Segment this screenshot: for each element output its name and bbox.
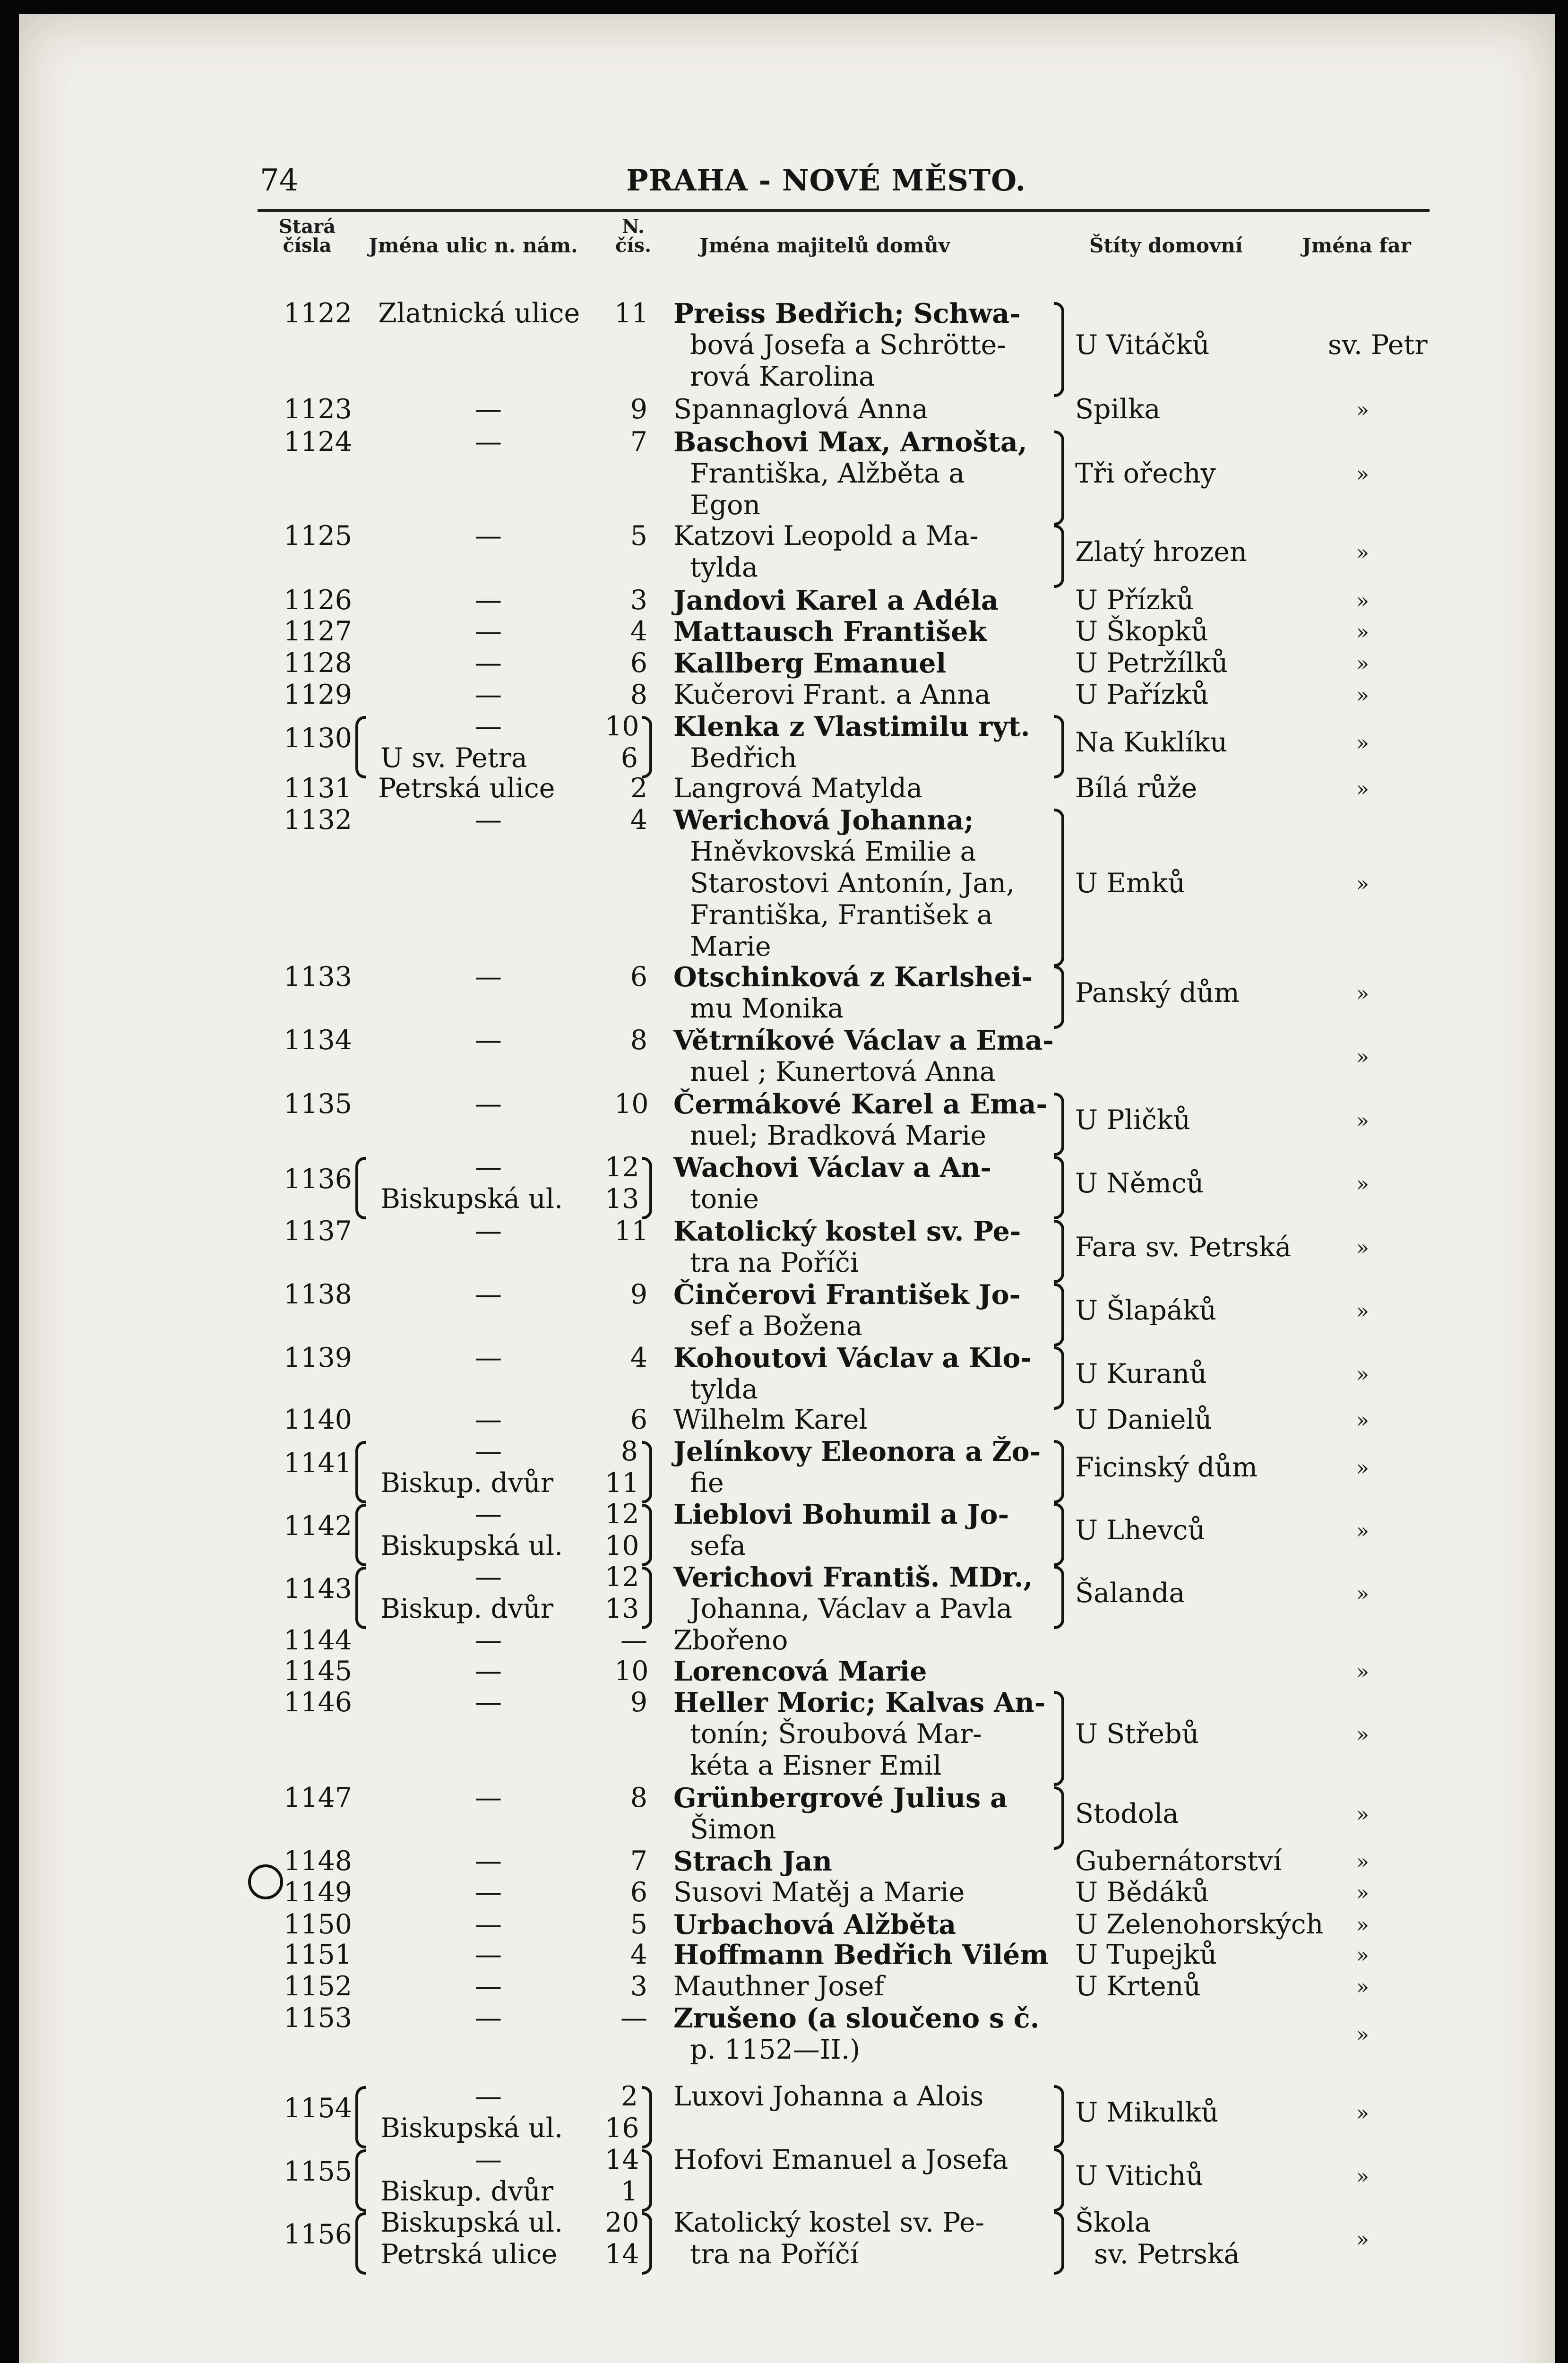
street-name: — (475, 520, 502, 552)
entry-number: 1134 (284, 1025, 353, 1056)
owner-line: Činčerovi František Jo- (673, 1279, 1021, 1311)
parish-name: » (1356, 652, 1369, 676)
parish-name: » (1356, 731, 1369, 755)
house-number: 4 (630, 616, 647, 647)
house-sign: Na Kuklíku (1075, 726, 1228, 758)
parish-name: » (1356, 2227, 1369, 2251)
house-sign: U Střebů (1075, 1718, 1199, 1750)
owner-brace (1054, 2211, 1064, 2275)
street-name: — (475, 647, 502, 679)
house-sign: Stodola (1075, 1798, 1179, 1829)
owner-line: Grünbergrové Julius a (673, 1782, 1008, 1814)
parish-name: » (1356, 589, 1369, 613)
house-sign: Fara sv. Petrská (1075, 1231, 1292, 1263)
house-number: 9 (630, 1279, 647, 1310)
entry-number: 1138 (284, 1279, 353, 1310)
house-number: 6 (630, 1877, 647, 1908)
parish-name: » (1356, 620, 1369, 644)
house-number-2: 6 (620, 742, 638, 774)
owner-line: tylda (690, 1374, 758, 1405)
house-sign: U Lhevců (1075, 1514, 1206, 1546)
street-name-2: Biskupská ul. (380, 1183, 563, 1215)
house-sign: U Mikulků (1075, 2096, 1219, 2128)
owner-line: Lorencová Marie (673, 1656, 927, 1687)
parish-name: » (1356, 1235, 1369, 1260)
parish-name: » (1356, 2164, 1369, 2189)
street-name: — (475, 394, 502, 425)
house-sign: Panský dům (1075, 977, 1240, 1009)
entry-number: 1139 (284, 1342, 353, 1373)
entry-number: 1145 (284, 1656, 353, 1687)
house-number: 8 (630, 1782, 647, 1813)
column-header-streets: Jména ulic n. nám. (369, 234, 578, 257)
owner-line: nuel; Bradková Marie (690, 1120, 987, 1151)
parish-name: » (1356, 1044, 1369, 1069)
entry-number: 1146 (284, 1687, 353, 1718)
house-number-2: 10 (605, 1530, 639, 1561)
owner-brace (1054, 1786, 1064, 1850)
house-number: 8 (630, 679, 647, 710)
number-brace (642, 1504, 652, 1566)
owner-line: Johanna, Václav a Pavla (690, 1593, 1013, 1624)
entry-number: 1140 (284, 1404, 353, 1435)
house-number: — (620, 2002, 647, 2034)
parish-name: » (1356, 1881, 1369, 1905)
house-number: 8 (620, 1436, 638, 1467)
owner-line: tra na Poříči (690, 1247, 859, 1278)
entry-number: 1135 (284, 1088, 353, 1120)
house-number: 4 (630, 1939, 647, 1970)
street-brace (355, 1157, 366, 1219)
house-number-2: 11 (605, 1467, 639, 1499)
house-number: 11 (614, 1216, 649, 1247)
house-number: 6 (630, 1404, 647, 1435)
parish-name: » (1356, 540, 1369, 565)
house-sign: U Přízků (1075, 585, 1194, 616)
entry-number: 1127 (284, 616, 353, 647)
house-sign-2: sv. Petrská (1094, 2239, 1240, 2270)
street-name: — (475, 711, 502, 742)
entry-number: 1123 (284, 394, 353, 425)
street-name-2: Biskup. dvůr (380, 1593, 553, 1624)
house-sign: U Krtenů (1075, 1971, 1201, 2002)
entry-number: 1143 (284, 1573, 353, 1604)
house-number: 7 (630, 426, 647, 457)
house-number: 9 (630, 1687, 647, 1718)
street-name: — (475, 1939, 502, 1970)
owner-brace (1054, 2085, 1064, 2148)
house-number: 7 (630, 1846, 647, 1877)
column-header-parishes: Jména far (1302, 234, 1411, 257)
street-brace (355, 1441, 366, 1503)
header-rule (258, 209, 1430, 212)
house-number: 6 (630, 647, 647, 679)
house-sign: U Němců (1075, 1167, 1204, 1199)
owner-line: Heller Moric; Kalvas An- (673, 1687, 1046, 1718)
house-number: 12 (605, 1499, 639, 1530)
street-name: — (475, 1687, 502, 1718)
entry-number: 1144 (284, 1625, 353, 1656)
entry-number: 1149 (284, 1877, 353, 1908)
number-brace (642, 2149, 652, 2212)
house-number: 2 (630, 773, 647, 804)
house-number: 8 (630, 1025, 647, 1056)
street-name: — (475, 1436, 502, 1467)
parish-name: » (1356, 1299, 1369, 1323)
owner-brace (1054, 1440, 1064, 1503)
owner-line: tonie (690, 1183, 759, 1215)
street-name: — (475, 1216, 502, 1247)
house-number: 9 (630, 394, 647, 425)
owner-brace (1054, 302, 1064, 397)
owner-line: sefa (690, 1530, 746, 1561)
entry-number: 1141 (284, 1448, 353, 1479)
number-brace (642, 1441, 652, 1503)
house-sign: Spilka (1075, 394, 1161, 425)
parish-name: » (1356, 1660, 1369, 1684)
owner-line: Lieblovi Bohumil a Jo- (673, 1499, 1009, 1530)
owner-line: Susovi Matěj a Marie (673, 1877, 965, 1908)
house-number: 3 (630, 1971, 647, 2002)
house-sign: U Kuranů (1075, 1358, 1207, 1389)
street-name: — (475, 1782, 502, 1813)
parish-name: » (1356, 1850, 1369, 1874)
parish-name: » (1356, 1362, 1369, 1387)
owner-line: Hoffmann Bedřich Vilém (673, 1939, 1049, 1971)
entry-number: 1128 (284, 647, 353, 679)
street-brace (355, 2212, 366, 2275)
owner-line: bová Josefa a Schrötte- (690, 329, 1006, 361)
entry-number: 1150 (284, 1909, 353, 1940)
owner-line: sef a Božena (690, 1311, 862, 1342)
scanned-page (19, 14, 1555, 2363)
owner-line: Katolický kostel sv. Pe- (673, 2207, 984, 2238)
entry-number: 1131 (284, 773, 353, 804)
owner-brace (1054, 1566, 1064, 1629)
owner-line: Bedřich (690, 742, 797, 774)
entry-number: 1137 (284, 1216, 353, 1247)
parish-name: » (1356, 1943, 1369, 1967)
entry-number: 1156 (284, 2219, 353, 2250)
house-sign: U Pličků (1075, 1104, 1191, 1136)
owner-line: kéta a Eisner Emil (690, 1750, 942, 1781)
entry-number: 1136 (284, 1164, 353, 1195)
parish-name: » (1356, 777, 1369, 801)
owner-line: tra na Poříčí (690, 2239, 859, 2270)
street-name: — (475, 679, 502, 710)
house-number: — (620, 1625, 647, 1656)
house-number: 11 (614, 298, 649, 329)
house-number: 14 (605, 2144, 639, 2175)
parish-name: » (1356, 1802, 1369, 1827)
owner-line: Klenka z Vlastimilu ryt. (673, 711, 1030, 742)
street-name: — (475, 2144, 502, 2175)
house-sign: U Šlapáků (1075, 1294, 1217, 1326)
house-number: 4 (630, 1342, 647, 1373)
street-name: — (475, 426, 502, 457)
house-sign: U Petržílků (1075, 647, 1228, 679)
owner-brace (1054, 1283, 1064, 1346)
house-sign: U Vitáčků (1075, 329, 1210, 361)
house-number-2: 16 (605, 2113, 639, 2144)
house-sign: U Zelenohorských (1075, 1909, 1324, 1940)
entry-number: 1142 (284, 1510, 353, 1542)
street-brace (355, 2086, 366, 2148)
street-name: — (475, 1656, 502, 1687)
entry-number: 1129 (284, 679, 353, 710)
parish-name: » (1356, 398, 1369, 422)
house-number-2: 13 (605, 1593, 639, 1624)
owner-line: fie (690, 1467, 724, 1499)
owner-line: Otschinková z Karlshei- (673, 961, 1033, 993)
house-sign: U Emků (1075, 868, 1186, 899)
entry-number: 1122 (284, 298, 353, 329)
number-brace (642, 1157, 652, 1219)
owner-brace (1054, 2148, 1064, 2212)
parish-name: » (1356, 1172, 1369, 1196)
owner-brace (1054, 809, 1064, 967)
street-name: — (475, 1404, 502, 1435)
street-name: — (475, 1625, 502, 1656)
owner-brace (1054, 1346, 1064, 1410)
house-sign: U Pařízků (1075, 679, 1209, 710)
owner-line: Luxovi Johanna a Alois (673, 2081, 984, 2112)
house-sign: Šalanda (1075, 1577, 1185, 1609)
owner-line: Kallberg Emanuel (673, 647, 947, 679)
column-header-owners: Jména majitelů domův (699, 234, 950, 257)
street-name: — (475, 2081, 502, 2112)
parish-name: » (1356, 2101, 1369, 2125)
owner-line: tylda (690, 552, 758, 583)
owner-brace (1054, 1093, 1064, 1156)
owner-line: Strach Jan (673, 1846, 832, 1877)
owner-line: Katzovi Leopold a Ma- (673, 520, 979, 552)
owner-line: Baschovi Max, Arnošta, (673, 426, 1027, 458)
column-header-signs: Štíty domovní (1089, 234, 1243, 257)
column-header-house-number: N. čís. (615, 216, 651, 257)
entry-number: 1132 (284, 804, 353, 836)
owner-line: Zrušeno (a sloučeno s č. (673, 2002, 1040, 2034)
street-name: — (475, 961, 502, 992)
owner-brace (1054, 1691, 1064, 1786)
number-brace (642, 716, 652, 778)
house-sign: Gubernátorství (1075, 1846, 1282, 1877)
street-name: — (475, 1152, 502, 1183)
house-sign: U Škopků (1075, 616, 1208, 647)
parish-name: » (1356, 1913, 1369, 1937)
entry-number: 1154 (284, 2093, 353, 2124)
owner-brace (1054, 966, 1064, 1029)
house-sign: U Danielů (1075, 1404, 1212, 1435)
owner-line: Hněvkovská Emilie a (690, 836, 976, 867)
street-name: — (475, 585, 502, 616)
owner-brace (1054, 525, 1064, 588)
owner-line: Langrová Matylda (673, 773, 923, 804)
street-name: — (475, 1909, 502, 1940)
page-title: PRAHA - NOVÉ MĚSTO. (626, 163, 1026, 198)
owner-line: Marie (690, 931, 771, 962)
house-number: 4 (630, 804, 647, 836)
street-name: — (475, 1846, 502, 1877)
parish-name: sv. Petr (1328, 329, 1428, 361)
house-number: 20 (605, 2207, 639, 2238)
entry-number: 1152 (284, 1971, 353, 2002)
house-number-2: 13 (605, 1183, 639, 1215)
owner-line: Verichovi Františ. MDr., (673, 1561, 1033, 1593)
page-number: 74 (260, 163, 299, 198)
entry-number: 1124 (284, 426, 353, 457)
owner-line: Katolický kostel sv. Pe- (673, 1216, 1021, 1247)
owner-line: Urbachová Alžběta (673, 1909, 956, 1940)
entry-number: 1133 (284, 961, 353, 992)
street-brace (355, 2149, 366, 2212)
owner-line: Čermákové Karel a Ema- (673, 1088, 1048, 1120)
owner-line: Mattausch František (673, 616, 987, 647)
street-name: — (475, 2002, 502, 2034)
house-sign: U Tupejků (1075, 1939, 1217, 1970)
owner-line: Starostovi Antonín, Jan, (690, 868, 1015, 899)
entry-number: 1130 (284, 723, 353, 754)
owner-line: nuel ; Kunertová Anna (690, 1056, 996, 1087)
owner-line: Egon (690, 490, 761, 521)
street-brace (355, 1567, 366, 1629)
entry-number: 1125 (284, 520, 353, 552)
street-name: — (475, 1561, 502, 1593)
street-name: Biskupská ul. (380, 2207, 563, 2238)
number-brace (642, 2086, 652, 2148)
street-name-2: Biskupská ul. (380, 2113, 563, 2144)
parish-name: » (1356, 872, 1369, 896)
street-name: — (475, 1025, 502, 1056)
street-name-2: Biskupská ul. (380, 1530, 563, 1561)
house-number: 10 (614, 1088, 649, 1120)
owner-brace (1054, 715, 1064, 778)
parish-name: » (1356, 462, 1369, 486)
house-sign: Bílá růže (1075, 773, 1198, 804)
street-name-2: Petrská ulice (380, 2239, 558, 2270)
house-sign: Tři ořechy (1075, 458, 1216, 489)
parish-name: » (1356, 981, 1369, 1006)
parish-name: » (1356, 1108, 1369, 1133)
owner-line: rová Karolina (690, 361, 875, 392)
entry-number: 1148 (284, 1846, 353, 1877)
owner-line: Šimon (690, 1814, 776, 1845)
street-name: — (475, 1499, 502, 1530)
entry-number: 1126 (284, 585, 353, 616)
house-sign: Škola (1075, 2207, 1151, 2238)
owner-line: Jandovi Karel a Adéla (673, 585, 999, 616)
owner-brace (1054, 1503, 1064, 1566)
house-number: 5 (630, 1909, 647, 1940)
street-name: — (475, 616, 502, 647)
entry-number: 1151 (284, 1939, 353, 1970)
house-number: 12 (605, 1561, 639, 1593)
number-brace (642, 2212, 652, 2275)
owner-line: p. 1152—II.) (690, 2034, 861, 2065)
entry-number: 1147 (284, 1782, 353, 1813)
entry-number: 1153 (284, 2002, 353, 2034)
street-name: — (475, 1088, 502, 1120)
owner-line: Werichová Johanna; (673, 804, 974, 836)
street-name: — (475, 1971, 502, 2002)
street-name: Petrská ulice (378, 773, 555, 804)
owner-line: Preiss Bedřich; Schwa- (673, 298, 1021, 329)
owner-line: Zbořeno (673, 1625, 788, 1656)
street-name: — (475, 1279, 502, 1310)
owner-brace (1054, 431, 1064, 526)
house-sign: Ficinský dům (1075, 1451, 1258, 1483)
owner-line: Jelínkovy Eleonora a Žo- (673, 1436, 1041, 1467)
owner-line: Františka, František a (690, 899, 993, 931)
street-name: Zlatnická ulice (378, 298, 580, 329)
owner-brace (1054, 1220, 1064, 1283)
house-sign: Zlatý hrozen (1075, 536, 1247, 568)
house-number: 5 (630, 520, 647, 552)
parish-name: » (1356, 1456, 1369, 1480)
street-name-2: Biskup. dvůr (380, 2176, 553, 2207)
owner-line: Františka, Alžběta a (690, 458, 965, 489)
number-brace (642, 1567, 652, 1629)
house-number: 3 (630, 585, 647, 616)
house-number: 12 (605, 1152, 639, 1183)
street-name: — (475, 1342, 502, 1373)
house-number-2: 1 (620, 2176, 638, 2207)
street-name-2: Biskup. dvůr (380, 1467, 553, 1499)
house-number: 10 (614, 1656, 649, 1687)
parish-name: » (1356, 2022, 1369, 2047)
street-name: — (475, 1877, 502, 1908)
parish-name: » (1356, 1518, 1369, 1543)
street-name-2: U sv. Petra (380, 742, 527, 774)
owner-line: Spannaglová Anna (673, 394, 928, 425)
owner-line: Wachovi Václav a An- (673, 1152, 992, 1183)
house-number: 2 (620, 2081, 638, 2112)
owner-line: Mauthner Josef (673, 1971, 884, 2002)
street-brace (355, 716, 366, 778)
owner-line: mu Monika (690, 993, 844, 1024)
parish-name: » (1356, 1581, 1369, 1606)
house-sign: U Vitichů (1075, 2160, 1204, 2191)
owner-brace (1054, 1156, 1064, 1219)
owner-line: Větrníkové Václav a Ema- (673, 1025, 1054, 1056)
owner-line: Wilhelm Karel (673, 1404, 868, 1435)
house-number: 6 (630, 961, 647, 992)
owner-line: Hofovi Emanuel a Josefa (673, 2144, 1008, 2175)
parish-name: » (1356, 683, 1369, 707)
column-header-old-number: Stará čísla (278, 216, 336, 257)
pencil-circle-mark (248, 1864, 283, 1899)
entry-number: 1155 (284, 2156, 353, 2187)
parish-name: » (1356, 1723, 1369, 1747)
street-brace (355, 1504, 366, 1566)
owner-line: Kučerovi Frant. a Anna (673, 679, 991, 710)
house-number: 10 (605, 711, 639, 742)
house-number-2: 14 (605, 2239, 639, 2270)
owner-line: tonín; Šroubová Mar- (690, 1718, 982, 1750)
parish-name: » (1356, 1408, 1369, 1432)
owner-line: Kohoutovi Václav a Klo- (673, 1342, 1032, 1374)
parish-name: » (1356, 1975, 1369, 1999)
house-sign: U Bědáků (1075, 1877, 1209, 1908)
street-name: — (475, 804, 502, 836)
